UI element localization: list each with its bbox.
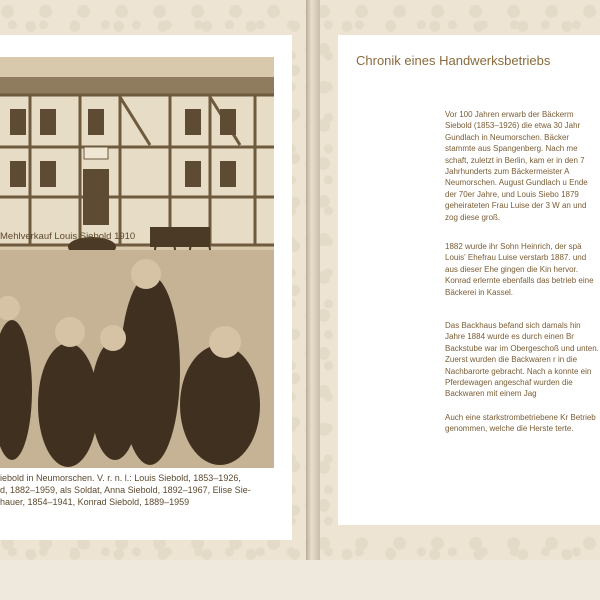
page-bottom-margin [0, 560, 600, 600]
paragraph: 1882 wurde ihr Sohn Heinrich, der spä Louis' Ehefrau Luise verstarb 1887. und aus dieser Ehe gingen die Kin hervor. Konrad erlernte ebenfalls das betrieb eine Bäckerei in Kassel. [445, 242, 594, 297]
page-gutter [306, 0, 320, 560]
family-photo-caption [0, 472, 290, 508]
family-illustration [0, 250, 274, 468]
caption-line: d, 1882–1959, als Soldat, Anna Siebold, 1892–1967, Elise Sie- [0, 485, 251, 495]
family-portrait-photo [0, 250, 274, 468]
paragraph: Vor 100 Jahren erwarb der Bäckerm Siebold (1853–1926) die etwa 30 Jahr Gundlach in Neumorschen. Bäcker stammte aus Spangenberg. Nach me schaft, zuletzt in Berlin, kam er in den 7 Jahrhunderts zum Bäckermeister A Neumorschen. August Gundlach u Ende der 70er Jahre, und Louis Siebo 1879 geheirateten Frau Luise der 3 W an und zog diese groß. [445, 110, 588, 222]
left-content [0, 35, 292, 540]
paragraph: Das Backhaus befand sich damals hin Jahre 1884 wurde es durch einen Br Backstube war im Obergeschoß und unten. Zuerst wurden die Backwaren r in die Nachbarorte gebracht. Nach a konnte ein Pferdewagen angeschaf wurden die Backwaren mit einem Jag [445, 321, 599, 399]
caption-line: hauer, 1854–1941, Konrad Siebold, 1889–1959 [0, 497, 190, 507]
house-photo-caption: Mehlverkauf Louis Siebold 1910 [0, 231, 136, 242]
right-content [338, 35, 600, 525]
paragraph: Auch eine starkstrombetriebene Kr Betrieb genommen, welche die Herste terte. [445, 413, 596, 434]
caption-line: iebold in Neumorschen. V. r. n. l.: Louis Siebold, 1853–1926, [0, 473, 241, 483]
chronicle-title: Chronik eines Handwerksbetriebs [356, 53, 551, 68]
